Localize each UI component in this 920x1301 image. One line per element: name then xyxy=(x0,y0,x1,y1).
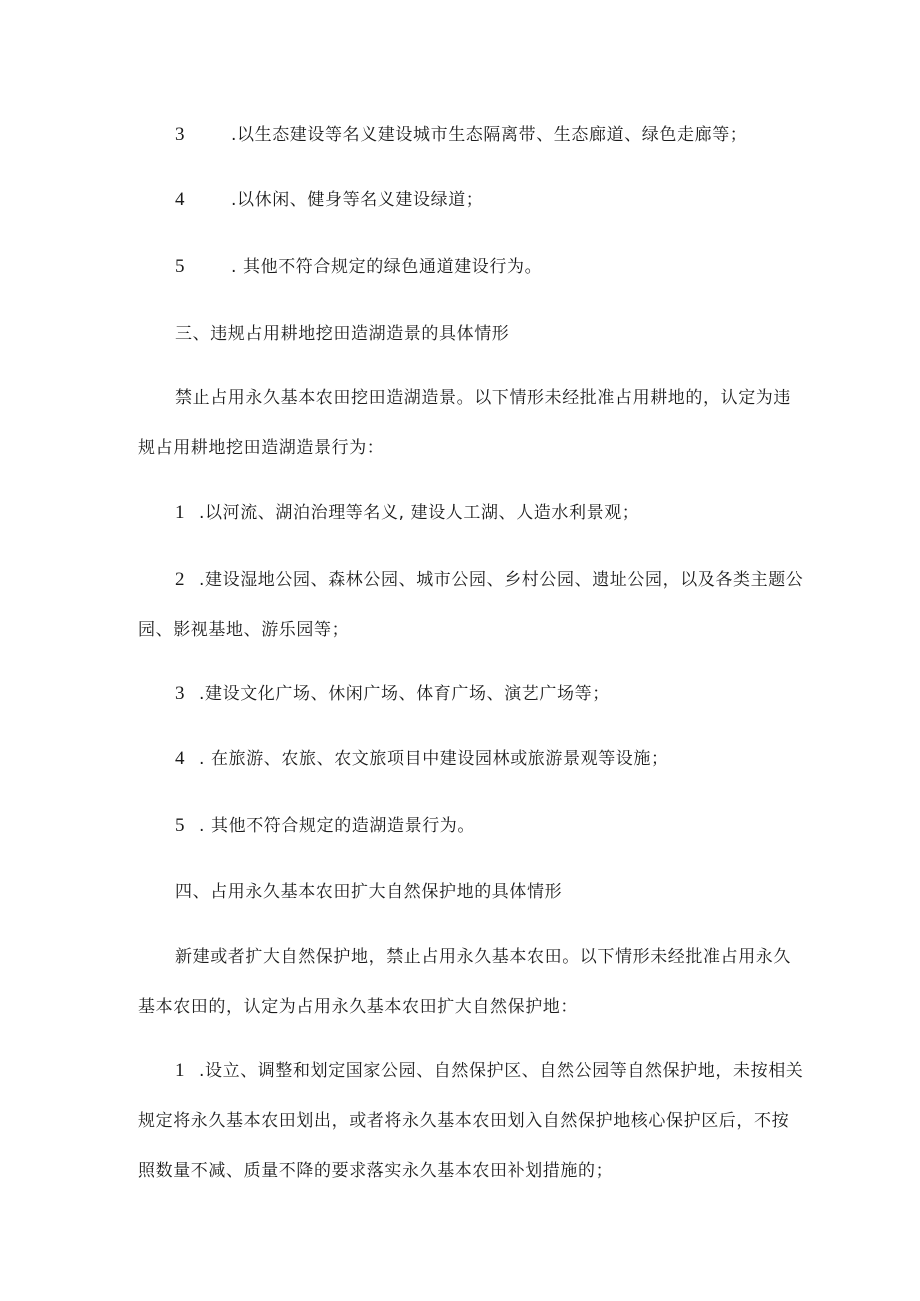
list-item xyxy=(175,256,542,278)
item-text: .以生态建设等名义建设城市生态隔离带、生态廊道、绿色走廊等； xyxy=(231,125,748,145)
list-item xyxy=(175,1060,803,1082)
section-heading: 三、违规占用耕地挖田造湖造景的具体情形 xyxy=(175,324,510,344)
item-continuation: 规定将永久基本农田划出，或者将永久基本农田划入自然保护地核心保护区后，不按 xyxy=(138,1111,790,1131)
item-number: 3 xyxy=(175,683,186,704)
item-number: 5 xyxy=(175,256,186,277)
item-text: . 其他不符合规定的绿色通道建设行为。 xyxy=(231,257,543,277)
item-number: 1 xyxy=(175,502,186,523)
item-number: 3 xyxy=(175,124,186,145)
paragraph-line: 基本农田的，认定为占用永久基本农田扩大自然保护地： xyxy=(138,997,578,1017)
list-item xyxy=(175,502,639,524)
item-text: . 其他不符合规定的造湖造景行为。 xyxy=(199,816,476,836)
paragraph-line: 规占用耕地挖田造湖造景行为： xyxy=(138,438,385,458)
item-text: .以休闲、健身等名义建设绿道； xyxy=(231,190,484,210)
item-text: .建设湿地公园、森林公园、城市公园、乡村公园、遗址公园，以及各类主题公 xyxy=(199,570,804,590)
item-number: 1 xyxy=(175,1060,186,1081)
item-number: 2 xyxy=(175,569,186,590)
paragraph-line: 禁止占用永久基本农田挖田造湖造景。以下情形未经批准占用耕地的，认定为违 xyxy=(175,388,791,408)
section-heading: 四、占用永久基本农田扩大自然保护地的具体情形 xyxy=(175,882,563,902)
item-text: .以河流、湖泊治理等名义, 建设人工湖、人造水利景观； xyxy=(199,503,640,523)
paragraph-line: 新建或者扩大自然保护地，禁止占用永久基本农田。以下情形未经批准占用永久 xyxy=(175,947,791,967)
item-number: 4 xyxy=(175,748,186,769)
list-item xyxy=(175,815,475,837)
list-item xyxy=(175,748,669,770)
item-number: 4 xyxy=(175,189,186,210)
item-text: . 在旅游、农旅、农文旅项目中建设园林或旅游景观等设施； xyxy=(199,749,669,769)
list-item xyxy=(175,124,747,146)
item-text: .设立、调整和划定国家公园、自然保护区、自然公园等自然保护地，未按相关 xyxy=(199,1061,804,1081)
item-text: .建设文化广场、休闲广场、体育广场、演艺广场等； xyxy=(199,684,610,704)
list-item xyxy=(175,189,483,211)
list-item xyxy=(175,683,610,705)
item-continuation: 照数量不减、质量不降的要求落实永久基本农田补划措施的； xyxy=(138,1161,614,1181)
list-item xyxy=(175,569,803,591)
item-number: 5 xyxy=(175,815,186,836)
item-continuation: 园、影视基地、游乐园等； xyxy=(138,620,350,640)
